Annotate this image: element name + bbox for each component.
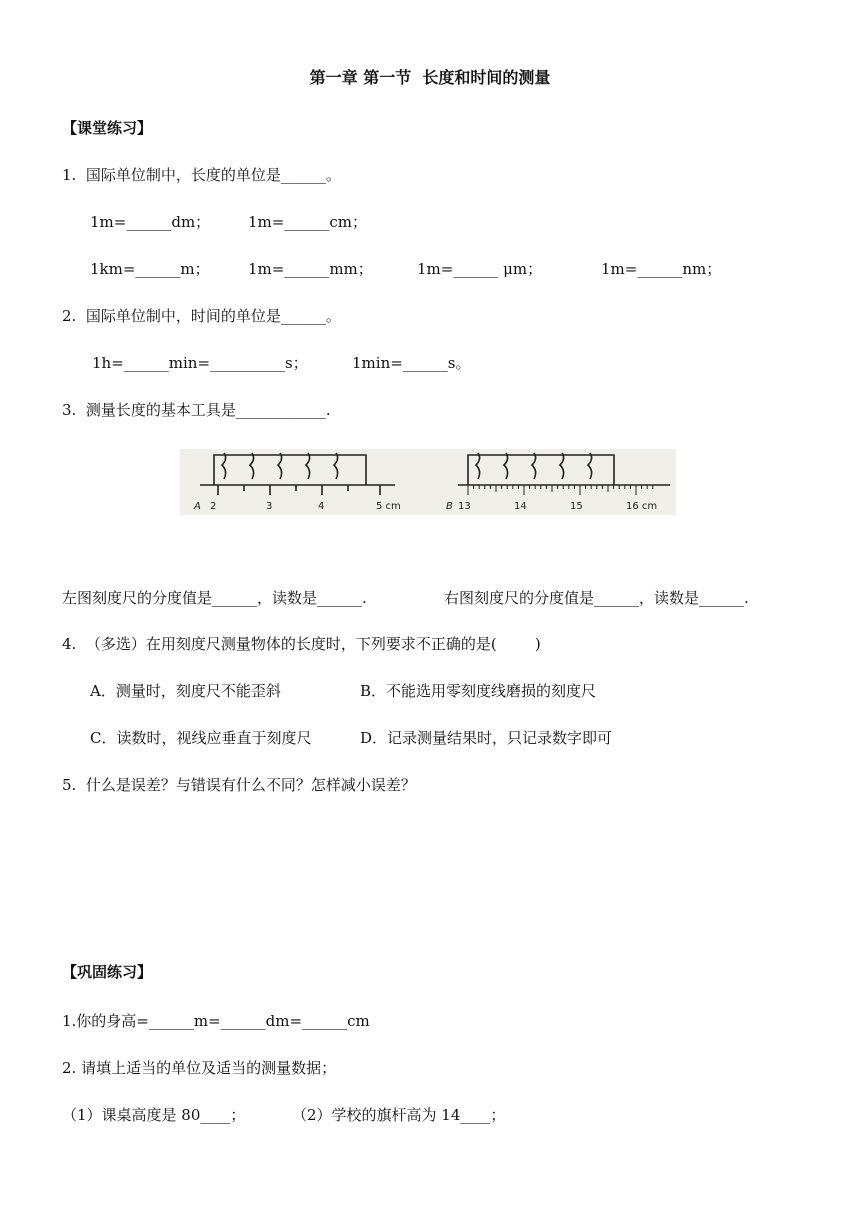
q3-right-ruler-answer: 右图刻度尺的分度值是______，读数是______. — [444, 589, 749, 607]
q1-blank-cm: 1m=______cm； — [248, 213, 367, 231]
c2-item-flagpole-height: （2）学校的旗杆高为 14____； — [292, 1106, 506, 1124]
page-title: 第一章 第一节 长度和时间的测量 — [309, 68, 551, 87]
ruler-b — [458, 453, 670, 485]
ruler-a-tick-2: 2 — [210, 501, 217, 512]
question-1: 1. 国际单位制中，长度的单位是______。 — [62, 166, 341, 184]
question-2: 2. 国际单位制中，时间的单位是______。 — [62, 307, 341, 325]
ruler-a-tick-3: 3 — [266, 501, 273, 512]
q1-blank-um: 1m=______ μm； — [417, 260, 543, 278]
consolidate-question-1: 1.你的身高=______m=______dm=______cm — [62, 1012, 370, 1030]
q2-blank-minute: 1min=______s。 — [352, 354, 471, 372]
ruler-b-ticks — [468, 485, 653, 495]
q1-blank-dm: 1m=______dm； — [90, 213, 211, 231]
ruler-a-tick-5: 5 cm — [376, 501, 401, 512]
ruler-figure — [180, 449, 676, 515]
q4-option-c: C．读数时，视线应垂直于刻度尺 — [90, 729, 312, 747]
ruler-a — [200, 453, 395, 495]
ruler-b-tick-16: 16 cm — [626, 501, 658, 512]
ruler-a-label: A — [194, 501, 201, 512]
ruler-b-tick-13: 13 — [458, 501, 471, 512]
q4-option-a: A．测量时，刻度尺不能歪斜 — [90, 682, 281, 700]
ruler-diagram — [180, 449, 676, 515]
ruler-b-tick-14: 14 — [514, 501, 527, 512]
question-3: 3. 测量长度的基本工具是____________. — [62, 401, 331, 419]
q2-blank-hour: 1h=______min=__________s； — [92, 354, 308, 372]
q4-option-b: B．不能选用零刻度线磨损的刻度尺 — [360, 682, 597, 700]
ruler-a-tick-4: 4 — [318, 501, 325, 512]
question-4: 4. （多选）在用刻度尺测量物体的长度时，下列要求不正确的是( ) — [62, 635, 541, 653]
c2-item-desk-height: （1）课桌高度是 80____； — [62, 1106, 246, 1124]
section-classroom-practice: 【课堂练习】 — [62, 119, 153, 137]
question-5: 5. 什么是误差？与错误有什么不同？怎样减小误差？ — [62, 776, 416, 794]
q4-option-d: D．记录测量结果时，只记录数字即可 — [360, 729, 613, 747]
q1-blank-km: 1km=______m； — [90, 260, 210, 278]
ruler-b-label: B — [446, 501, 453, 512]
ruler-b-tick-15: 15 — [570, 501, 583, 512]
q1-blank-mm: 1m=______mm； — [248, 260, 373, 278]
consolidate-question-2: 2. 请填上适当的单位及适当的测量数据； — [62, 1059, 337, 1077]
q1-blank-nm: 1m=______nm； — [601, 260, 722, 278]
section-consolidation-practice: 【巩固练习】 — [62, 963, 153, 981]
q3-left-ruler-answer: 左图刻度尺的分度值是______，读数是______. — [62, 589, 367, 607]
